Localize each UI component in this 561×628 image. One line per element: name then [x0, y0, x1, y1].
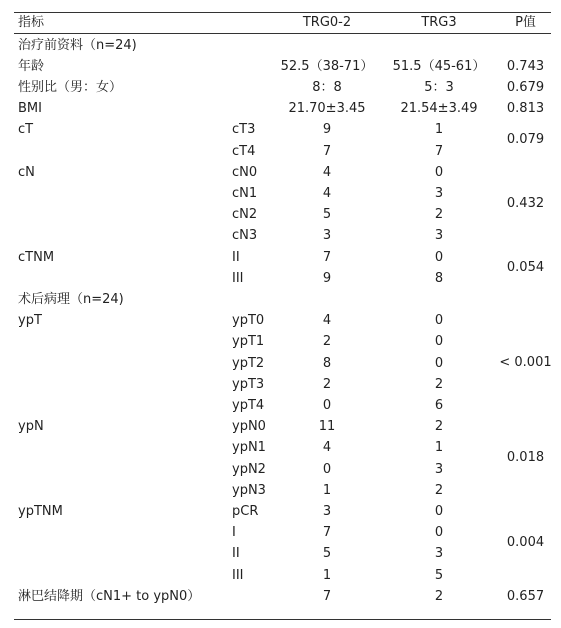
- trg3-cell: 3: [434, 546, 444, 562]
- trg0-2-cell: 0: [322, 397, 332, 413]
- table-row: [14, 565, 551, 586]
- trg3-cell: 7: [434, 143, 444, 159]
- row-sublabel-cell: I: [232, 525, 236, 541]
- row-label-cell: cT: [18, 122, 34, 138]
- table-row: [14, 77, 551, 98]
- row-sublabel-cell: ypT4: [232, 397, 265, 413]
- table-header-row: [14, 12, 551, 33]
- row-sublabel-cell: ypT3: [232, 376, 265, 392]
- table-row: [14, 183, 551, 204]
- trg3-cell: 3: [434, 461, 444, 477]
- trg3-cell: 51.5（45-61）: [392, 58, 486, 74]
- trg0-2-cell: 11: [318, 419, 336, 435]
- trg0-2-cell: 1: [322, 482, 332, 498]
- trg0-2-cell: 7: [322, 143, 332, 159]
- trg3-cell: 0: [434, 164, 444, 180]
- row-sublabel-cell: cT3: [232, 122, 256, 138]
- trg3-cell: 2: [434, 419, 444, 435]
- table-row: [14, 480, 551, 501]
- table-row: [14, 331, 551, 352]
- trg0-2-cell: 7: [322, 249, 332, 265]
- table-row: [14, 119, 551, 140]
- table-row: [14, 56, 551, 77]
- row-label-cell: 年龄: [18, 58, 45, 74]
- row-sublabel-cell: ypN2: [232, 461, 266, 477]
- row-sublabel-cell: ypN1: [232, 440, 266, 456]
- table-row: [14, 141, 551, 162]
- row-sublabel-cell: ypT1: [232, 334, 265, 350]
- p-value-cell: 0.813: [506, 101, 545, 117]
- table-row: [14, 204, 551, 225]
- table-row: [14, 35, 551, 56]
- trg3-cell: 0: [434, 313, 444, 329]
- trg0-2-cell: 52.5（38-71）: [280, 58, 374, 74]
- trg0-2-cell: 0: [322, 461, 332, 477]
- row-label-cell: 淋巴结降期（cN1+ to ypN0）: [18, 588, 201, 604]
- trg3-cell: 2: [434, 207, 444, 223]
- trg3-cell: 0: [434, 355, 444, 371]
- p-value-cell: 0.657: [506, 588, 545, 604]
- trg3-cell: 0: [434, 525, 444, 541]
- row-label-cell: BMI: [18, 101, 42, 117]
- trg3-cell: 0: [434, 503, 444, 519]
- row-label-cell: ypT: [18, 313, 42, 329]
- trg0-2-cell: 8：8: [312, 79, 342, 95]
- trg3-cell: 0: [434, 334, 444, 350]
- row-sublabel-cell: cN2: [232, 207, 258, 223]
- table-row: [14, 289, 551, 310]
- trg3-cell: 2: [434, 376, 444, 392]
- trg0-2-cell: 21.70±3.45: [288, 101, 366, 117]
- row-sublabel-cell: ypN3: [232, 482, 266, 498]
- row-label-cell: 治疗前资料（n=24): [18, 37, 137, 53]
- table-row: [14, 247, 551, 268]
- trg0-2-cell: 4: [322, 185, 332, 201]
- header-label-cell: 指标: [18, 15, 45, 30]
- row-sublabel-cell: III: [232, 270, 244, 286]
- row-sublabel-cell: cT4: [232, 143, 256, 159]
- row-label-cell: cTNM: [18, 249, 55, 265]
- row-label-cell: ypTNM: [18, 503, 63, 519]
- table-row: [14, 459, 551, 480]
- row-sublabel-cell: II: [232, 249, 240, 265]
- group-p-value: < 0.001: [499, 355, 552, 371]
- group-p-value: 0.004: [506, 534, 545, 550]
- trg3-cell: 5：3: [424, 79, 454, 95]
- trg0-2-cell: 4: [322, 440, 332, 456]
- table-row: [14, 395, 551, 416]
- trg0-2-cell: 9: [322, 270, 332, 286]
- row-sublabel-cell: III: [232, 567, 244, 583]
- trg0-2-cell: 4: [322, 164, 332, 180]
- table-row: [14, 268, 551, 289]
- table-row: [14, 225, 551, 246]
- trg0-2-cell: 9: [322, 122, 332, 138]
- trg3-cell: 6: [434, 397, 444, 413]
- trg3-cell: 21.54±3.49: [400, 101, 478, 117]
- table-row: [14, 98, 551, 119]
- row-sublabel-cell: cN3: [232, 228, 258, 244]
- group-p-value: 0.054: [506, 259, 545, 275]
- header-p-cell: P值: [515, 15, 536, 30]
- row-label-cell: 术后病理（n=24): [18, 291, 124, 307]
- table-row: [14, 162, 551, 183]
- table-row: [14, 374, 551, 395]
- trg0-2-cell: 7: [322, 588, 332, 604]
- p-value-cell: 0.743: [506, 58, 545, 74]
- row-label-cell: ypN: [18, 419, 44, 435]
- trg0-2-cell: 5: [322, 546, 332, 562]
- trg0-2-cell: 3: [322, 503, 332, 519]
- group-p-value: 0.079: [506, 132, 545, 148]
- trg3-cell: 8: [434, 270, 444, 286]
- trg0-2-cell: 4: [322, 313, 332, 329]
- row-sublabel-cell: ypT2: [232, 355, 265, 371]
- trg3-cell: 5: [434, 567, 444, 583]
- table-row: [14, 437, 551, 458]
- trg3-cell: 2: [434, 588, 444, 604]
- trg0-2-cell: 7: [322, 525, 332, 541]
- table-row: [14, 310, 551, 331]
- trg3-cell: 2: [434, 482, 444, 498]
- table-row: [14, 543, 551, 564]
- trg3-cell: 0: [434, 249, 444, 265]
- table-row: [14, 416, 551, 437]
- trg0-2-cell: 5: [322, 207, 332, 223]
- table-row: [14, 353, 551, 374]
- row-sublabel-cell: cN1: [232, 185, 258, 201]
- trg3-cell: 3: [434, 185, 444, 201]
- trg0-2-cell: 3: [322, 228, 332, 244]
- group-p-value: 0.018: [506, 450, 545, 466]
- trg0-2-cell: 2: [322, 334, 332, 350]
- row-sublabel-cell: ypN0: [232, 419, 266, 435]
- group-p-value: 0.432: [506, 195, 545, 211]
- table-row: [14, 586, 551, 607]
- bottom-rule: [14, 619, 551, 620]
- trg3-cell: 1: [434, 440, 444, 456]
- trg3-cell: 3: [434, 228, 444, 244]
- row-sublabel-cell: cN0: [232, 164, 258, 180]
- table-row: [14, 522, 551, 543]
- trg0-2-cell: 8: [322, 355, 332, 371]
- row-label-cell: cN: [18, 164, 35, 180]
- table-row: [14, 501, 551, 522]
- row-sublabel-cell: ypT0: [232, 313, 265, 329]
- p-value-cell: 0.679: [506, 79, 545, 95]
- trg3-cell: 1: [434, 122, 444, 138]
- row-sublabel-cell: pCR: [232, 503, 259, 519]
- row-label-cell: 性别比（男：女）: [18, 79, 123, 95]
- row-sublabel-cell: II: [232, 546, 240, 562]
- trg0-2-cell: 2: [322, 376, 332, 392]
- header-b-cell: TRG3: [421, 15, 457, 30]
- header-a-cell: TRG0-2: [302, 15, 352, 30]
- trg0-2-cell: 1: [322, 567, 332, 583]
